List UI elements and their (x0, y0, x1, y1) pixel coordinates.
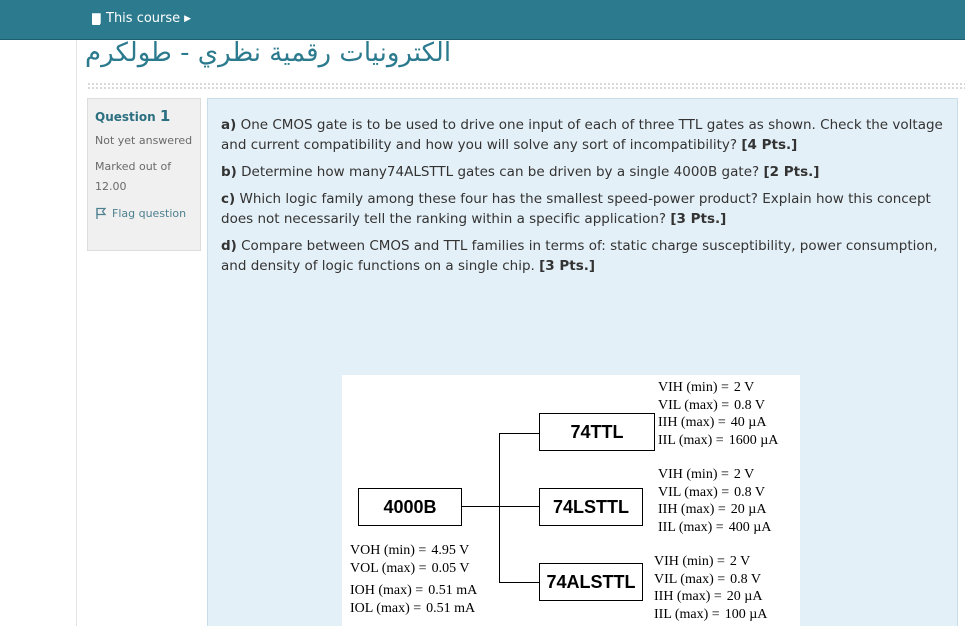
wire (499, 582, 540, 583)
load-74lsttl-specs: VIH (min) = 2 V VIL (max) = 0.8 V IIH (max) = 20 µA IIL (max) = 400 µA (658, 467, 772, 535)
load-gate-74lsttl: 74LSTTL (539, 488, 643, 526)
question-text (208, 99, 957, 276)
question-number: Question 1 (95, 107, 171, 125)
wire (499, 433, 500, 583)
question-grade: Marked out of 12.00 (95, 160, 172, 193)
page-body (76, 40, 965, 626)
top-navbar (0, 0, 965, 40)
question-state: Not yet answered (95, 134, 193, 147)
question-info-panel (87, 98, 201, 251)
part-b: b) Determine how many74ALSTTL gates can be driven by a single 4000B gate? [2 Pts.] (221, 164, 820, 180)
book-icon (90, 13, 102, 25)
wire (499, 433, 540, 434)
caret-right-icon: ▶ (184, 13, 192, 24)
this-course-menu[interactable] (90, 11, 191, 26)
part-d: d) Compare between CMOS and TTL families in terms of: static charge susceptibility, power consumption, and density of logic functions on a single chip. [3 Pts.] (221, 238, 938, 274)
load-gate-74alsttl: 74ALSTTL (539, 563, 643, 601)
driver-specs: VOH (min) = 4.95 V VOL (max) = 0.05 V IOH (max) = 0.51 mA IOL (max) = 0.51 mA (350, 543, 478, 616)
circuit-figure (342, 375, 800, 626)
part-a: a) One CMOS gate is to be used to drive one input of each of three TTL gates as shown. Check the voltage and current compatibility and how you will solve any sort of incompatibility? [4 Pts.] (221, 117, 943, 153)
flag-question-label: Flag question (112, 207, 187, 220)
load-74alsttl-specs: VIH (min) = 2 V VIL (max) = 0.8 V IIH (max) = 20 µA IIL (max) = 100 µA (654, 554, 768, 622)
load-74ttl-specs: VIH (min) = 2 V VIL (max) = 0.8 V IIH (max) = 40 µA IIL (max) = 1600 µA (658, 380, 779, 448)
this-course-label: This course (106, 11, 181, 26)
part-c: c) Which logic family among these four has the smallest speed-power product? Explain how this concept does not necessarily tell the ranking within a specific application? [3 Pts.] (221, 191, 931, 227)
question-content (207, 98, 958, 626)
flag-question-link[interactable] (95, 207, 193, 220)
dotted-divider (87, 82, 965, 90)
wire (462, 506, 540, 507)
flag-icon (95, 207, 107, 220)
load-gate-74ttl: 74TTL (539, 413, 655, 451)
page-title: الكترونيات رقمية نظري - طولكرم (85, 38, 452, 68)
driver-gate-4000b: 4000B (358, 488, 462, 526)
